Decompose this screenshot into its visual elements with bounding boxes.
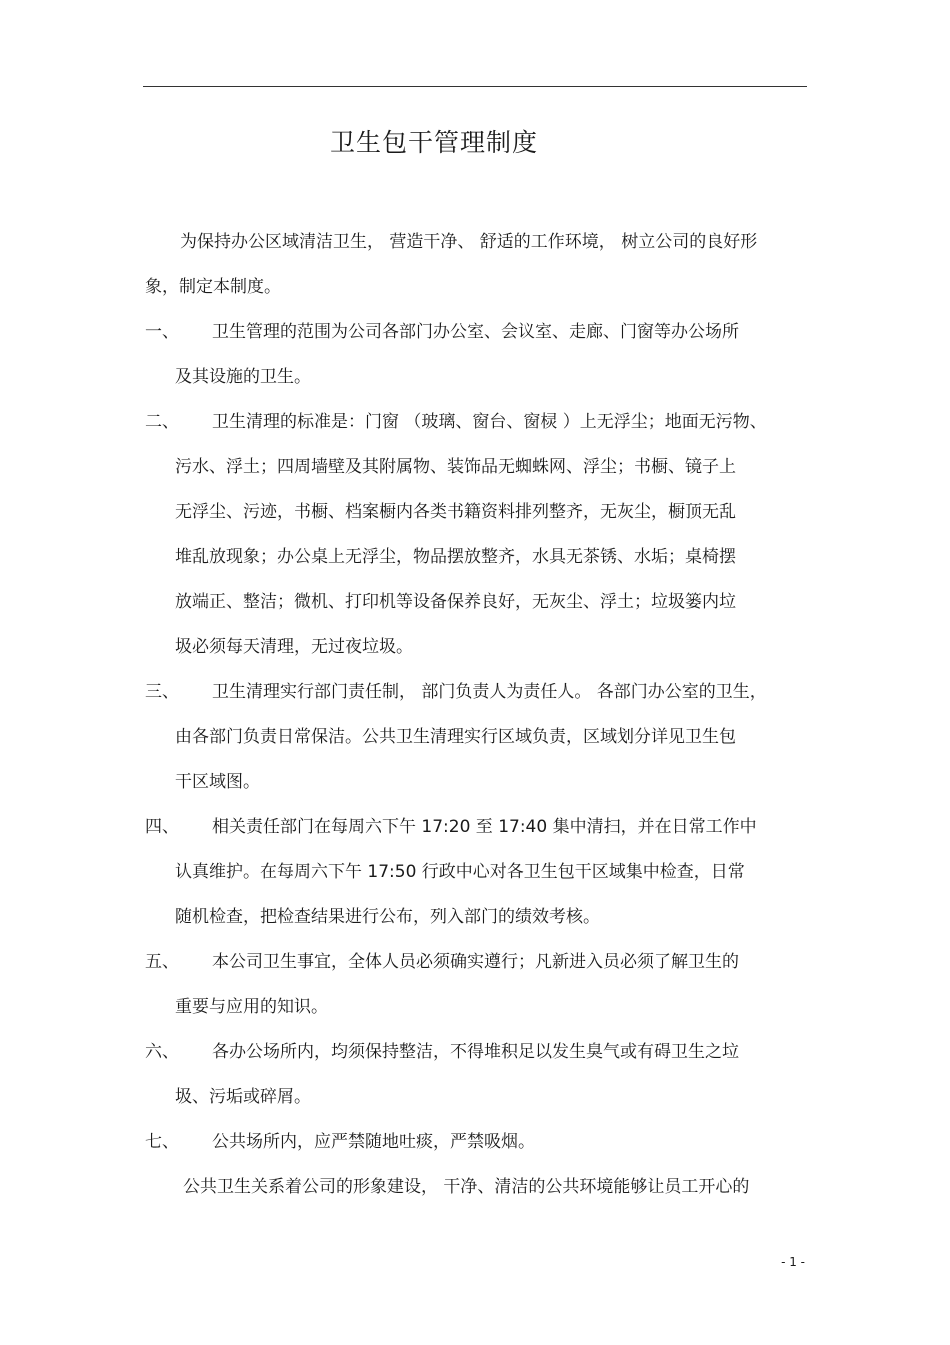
item-number: 五、 bbox=[145, 952, 179, 972]
item-number: 七、 bbox=[145, 1132, 179, 1152]
closing-line: 公共卫生关系着公司的形象建设， 干净、清洁的公共环境能够让员工开心的 bbox=[183, 1177, 750, 1197]
item-line: 各办公场所内，均须保持整洁，不得堆积足以发生臭气或有碍卫生之垃 bbox=[212, 1042, 739, 1062]
item-number: 四、 bbox=[145, 817, 179, 837]
item-line: 卫生清理实行部门责任制， 部门负责人为责任人。 各部门办公室的卫生， bbox=[212, 682, 767, 702]
item-line: 放端正、整洁；微机、打印机等设备保养良好，无灰尘、浮土；垃圾篓内垃 bbox=[175, 592, 736, 612]
item-line: 认真维护。在每周六下午 17:50 行政中心对各卫生包干区域集中检查，日常 bbox=[175, 862, 745, 882]
page-number: - 1 - bbox=[781, 1255, 805, 1269]
item-line: 污水、浮土；四周墙壁及其附属物、装饰品无蜘蛛网、浮尘；书橱、镜子上 bbox=[175, 457, 736, 477]
item-number: 三、 bbox=[145, 682, 179, 702]
intro-line: 象，制定本制度。 bbox=[145, 277, 281, 297]
item-line: 随机检查，把检查结果进行公布，列入部门的绩效考核。 bbox=[175, 907, 600, 927]
item-line: 干区域图。 bbox=[175, 772, 260, 792]
item-line: 本公司卫生事宜，全体人员必须确实遵行；凡新进入员必须了解卫生的 bbox=[212, 952, 739, 972]
item-line: 公共场所内，应严禁随地吐痰，严禁吸烟。 bbox=[212, 1132, 535, 1152]
item-number: 六、 bbox=[145, 1042, 179, 1062]
item-line: 相关责任部门在每周六下午 17:20 至 17:40 集中清扫，并在日常工作中 bbox=[212, 817, 757, 837]
header-rule bbox=[143, 86, 807, 87]
item-line: 圾必须每天清理，无过夜垃圾。 bbox=[175, 637, 413, 657]
item-line: 堆乱放现象；办公桌上无浮尘，物品摆放整齐，水具无茶锈、水垢；桌椅摆 bbox=[175, 547, 736, 567]
item-line: 圾、污垢或碎屑。 bbox=[175, 1087, 311, 1107]
item-line: 由各部门负责日常保洁。公共卫生清理实行区域负责，区域划分详见卫生包 bbox=[175, 727, 736, 747]
item-line: 及其设施的卫生。 bbox=[175, 367, 311, 387]
item-line: 重要与应用的知识。 bbox=[175, 997, 328, 1017]
intro-line: 为保持办公区域清洁卫生， 营造干净、 舒适的工作环境， 树立公司的良好形 bbox=[180, 232, 758, 252]
document-title: 卫生包干管理制度 bbox=[330, 128, 539, 157]
item-line: 卫生管理的范围为公司各部门办公室、会议室、走廊、门窗等办公场所 bbox=[212, 322, 739, 342]
item-number: 一、 bbox=[145, 322, 179, 342]
item-number: 二、 bbox=[145, 412, 179, 432]
item-line: 卫生清理的标准是：门窗 （玻璃、窗台、窗棂 ）上无浮尘；地面无污物、 bbox=[212, 412, 767, 432]
item-line: 无浮尘、污迹，书橱、档案橱内各类书籍资料排列整齐，无灰尘，橱顶无乱 bbox=[175, 502, 736, 522]
